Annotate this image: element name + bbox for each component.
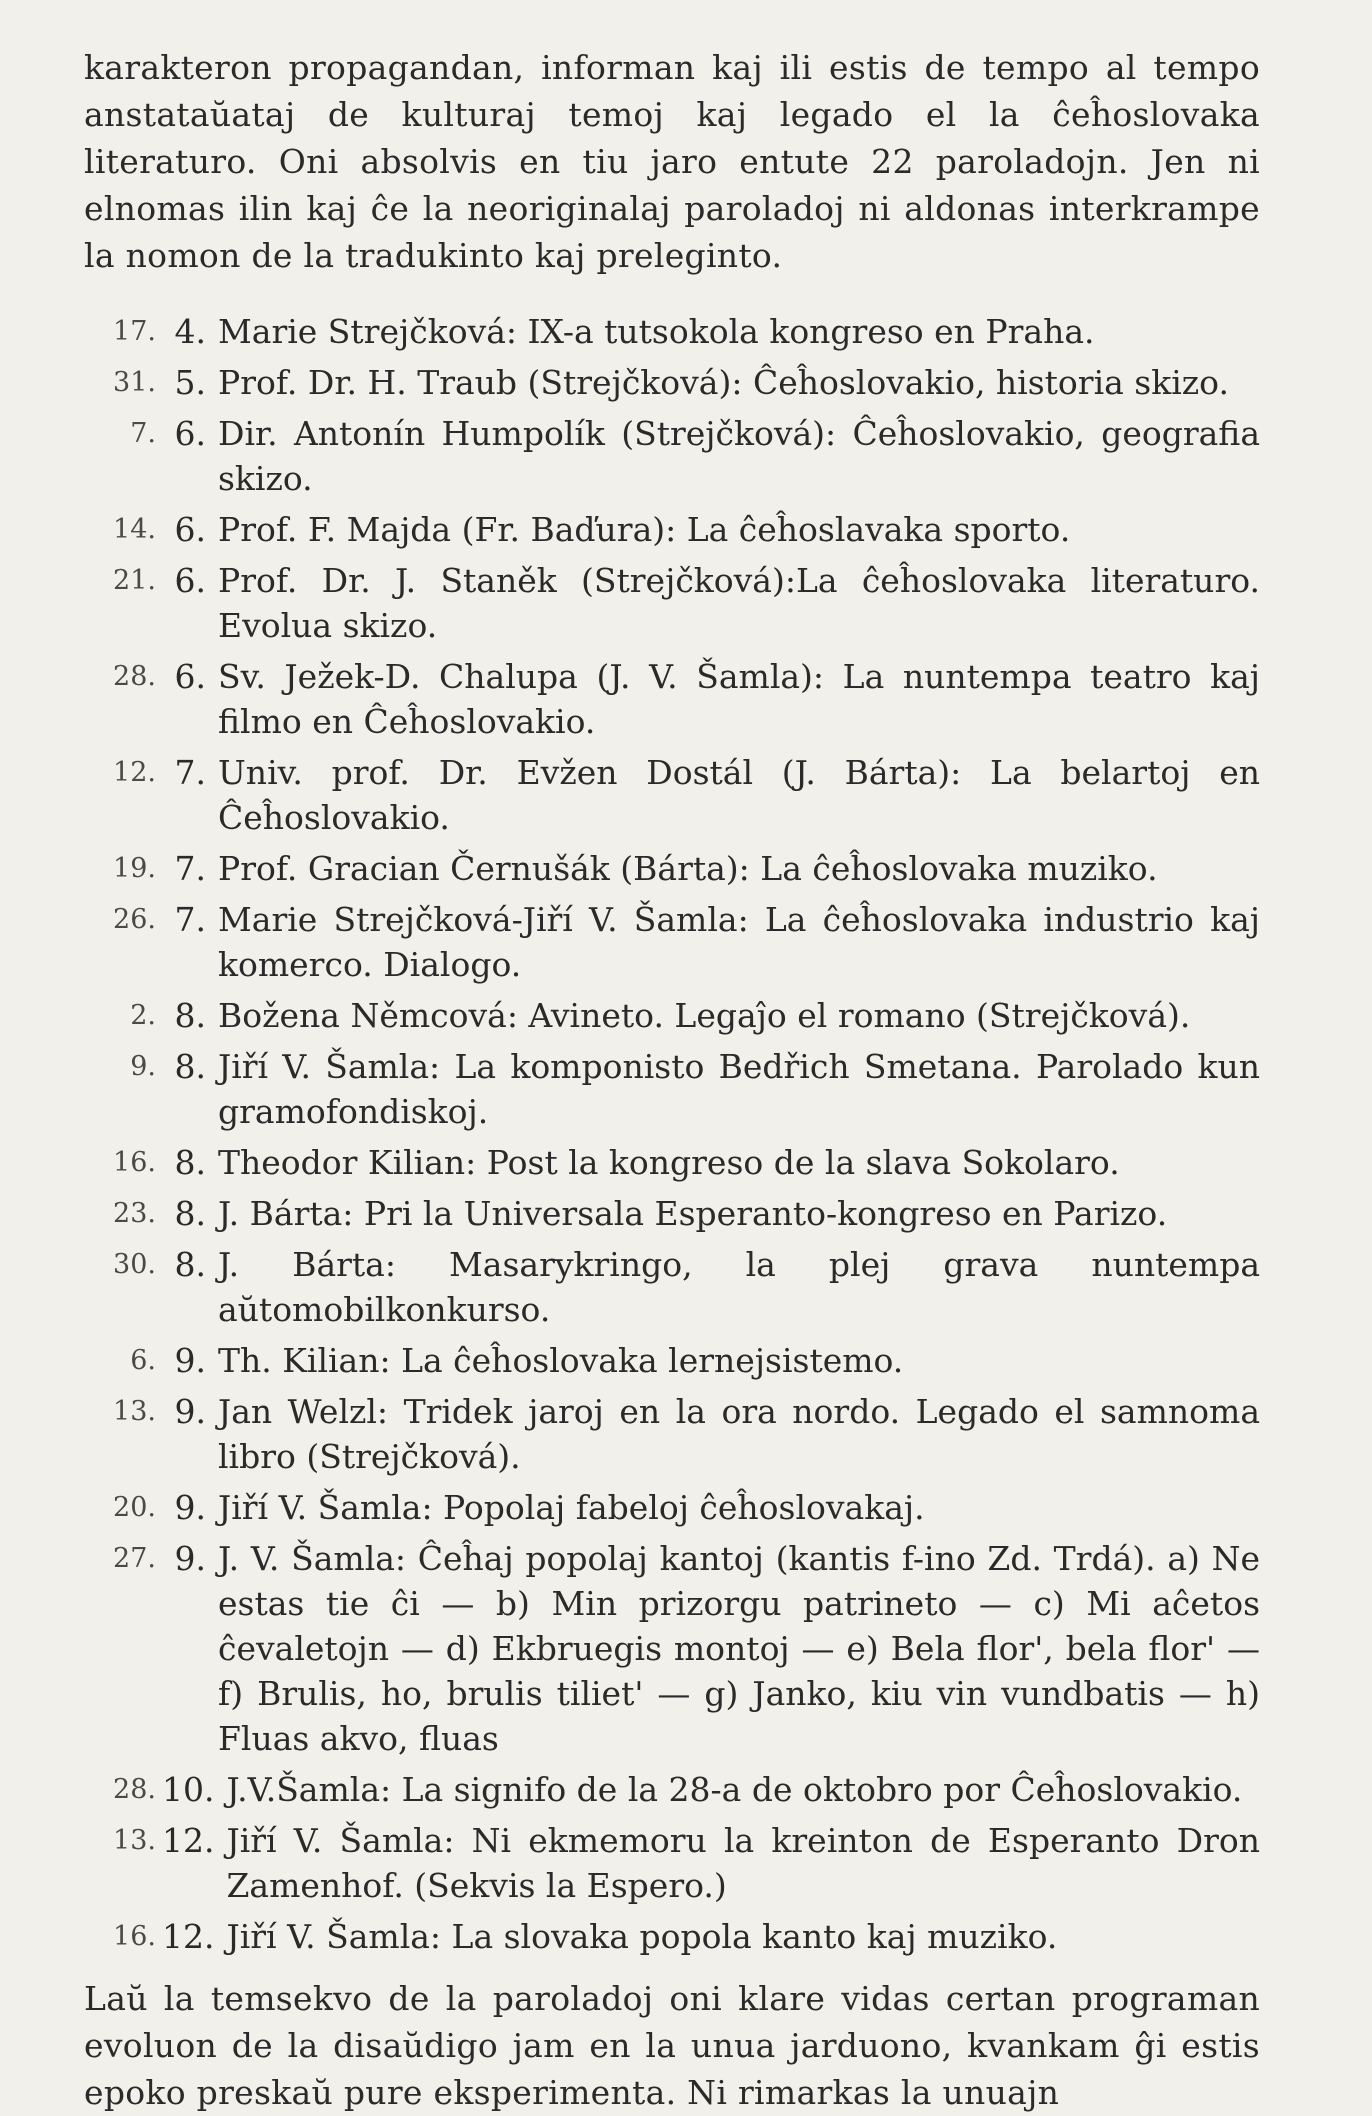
entry-day: 12. [113,757,156,788]
entry-day: 26. [113,904,156,935]
entry-day: 23. [113,1198,156,1229]
list-item [84,1536,1260,1761]
entry-month: 9. [174,1488,206,1527]
entry-month: 12. [162,1821,215,1860]
entry-month: 8. [174,1194,206,1233]
entry-month: 10. [162,1770,215,1809]
list-item [84,846,1260,891]
entry-month: 12. [162,1917,215,1956]
list-item [84,507,1260,552]
entry-month: 4. [174,312,206,351]
entry-month: 6. [174,510,206,549]
list-item [84,654,1260,744]
book-page [84,44,1260,2116]
entry-day: 19. [113,853,156,884]
list-item [84,558,1260,648]
entry-text: Prof. Dr. H. Traub (Strejčková): Ĉeĥoslovakio, historia skizo. [218,363,1229,402]
entry-text: J. Bárta: Pri la Universala Esperanto-kongreso en Parizo. [218,1194,1168,1233]
entry-day: 7. [130,418,156,449]
list-item [84,360,1260,405]
entry-day: 16. [113,1921,156,1952]
entry-month: 7. [174,900,206,939]
list-item [84,897,1260,987]
entry-month: 5. [174,363,206,402]
list-item [84,1767,1260,1812]
entry-text: J.V.Šamla: La signifo de la 28-a de oktobro por Ĉeĥoslovakio. [226,1770,1243,1809]
entry-text: Jan Welzl: Tridek jaroj en la ora nordo. Legado el samnoma libro (Strejčková). [218,1392,1260,1476]
entry-month: 8. [174,1047,206,1086]
entry-day: 13. [113,1825,156,1856]
entry-month: 8. [174,996,206,1035]
entry-day: 14. [113,514,156,545]
list-item [84,993,1260,1038]
entry-text: Marie Strejčková: IX-a tutsokola kongreso en Praha. [218,312,1095,351]
list-item [84,1389,1260,1479]
entry-text: Univ. prof. Dr. Evžen Dostál (J. Bárta): La belartoj en Ĉeĥoslovakio. [218,753,1260,837]
list-item [84,750,1260,840]
entry-day: 17. [113,316,156,347]
list-item [84,1191,1260,1236]
entry-text: Th. Kilian: La ĉeĥoslovaka lernejsistemo. [218,1341,904,1380]
entry-text: Božena Němcová: Avineto. Legaĵo el romano (Strejčková). [218,996,1191,1035]
list-item [84,1242,1260,1332]
entry-day: 27. [113,1543,156,1574]
list-item [84,309,1260,354]
entry-text: J. Bárta: Masarykringo, la plej grava nuntempa aŭtomobilkonkurso. [218,1245,1260,1329]
entry-text: Theodor Kilian: Post la kongreso de la slava Sokolaro. [218,1143,1120,1182]
entry-month: 6. [174,561,206,600]
entry-text: Jiří V. Šamla: Popolaj fabeloj ĉeĥoslovakaj. [218,1488,925,1527]
entry-day: 20. [113,1492,156,1523]
entry-text: J. V. Šamla: Ĉeĥaj popolaj kantoj (kantis f-ino Zd. Trdá). a) Ne estas tie ĉi — b) Min prizorgu patrineto — c) Mi aĉetos ĉevaletojn — d) Ekbruegis montoj — e) Bela flor', bela flor' — f) Brulis, ho, brulis tiliet' — g) Janko, kiu vin vundbatis — h) Fluas akvo, fluas [218,1539,1260,1758]
list-item [84,1818,1260,1908]
entry-day: 6. [130,1345,156,1376]
entry-day: 2. [130,1000,156,1031]
entry-month: 9. [174,1341,206,1380]
entry-text: Jiří V. Šamla: Ni ekmemoru la kreinton de Esperanto Dron Zamenhof. (Sekvis la Espero.) [226,1821,1260,1905]
list-item [84,411,1260,501]
entry-month: 9. [174,1392,206,1431]
lecture-list [84,309,1260,1959]
entry-month: 8. [174,1143,206,1182]
entry-text: Marie Strejčková-Jiří V. Šamla: La ĉeĥoslovaka industrio kaj komerco. Dialogo. [218,900,1260,984]
list-item [84,1140,1260,1185]
entry-month: 9. [174,1539,206,1578]
entry-text: Sv. Ježek-D. Chalupa (J. V. Šamla): La nuntempa teatro kaj filmo en Ĉeĥoslovakio. [218,657,1260,741]
entry-day: 9. [130,1051,156,1082]
entry-day: 13. [113,1396,156,1427]
list-item [84,1914,1260,1959]
entry-text: Jiří V. Šamla: La komponisto Bedřich Smetana. Parolado kun gramofondiskoj. [218,1047,1260,1131]
list-item [84,1044,1260,1134]
entry-month: 6. [174,657,206,696]
entry-text: Prof. Gracian Černušák (Bárta): La ĉeĥoslovaka muziko. [218,849,1158,888]
entry-text: Dir. Antonín Humpolík (Strejčková): Ĉeĥoslovakio, geografia skizo. [218,414,1260,498]
entry-day: 21. [113,565,156,596]
entry-text: Jiří V. Šamla: La slovaka popola kanto kaj muziko. [226,1917,1058,1956]
entry-month: 7. [174,849,206,888]
list-item [84,1338,1260,1383]
entry-month: 8. [174,1245,206,1284]
entry-day: 31. [113,367,156,398]
entry-month: 6. [174,414,206,453]
entry-day: 28. [113,661,156,692]
intro-paragraph: karakteron propagandan, informan kaj ili estis de tempo al tempo anstataŭataj de kulturaj temoj kaj legado el la ĉeĥoslovaka literaturo. Oni absolvis en tiu jaro entute 22 paroladojn. Jen ni elnomas ilin kaj ĉe la neoriginalaj paroladoj ni aldonas interkrampe la nomon de la tradukinto kaj preleginto. [84,48,1260,275]
list-item [84,1485,1260,1530]
entry-text: Prof. Dr. J. Staněk (Strejčková):La ĉeĥoslovaka literaturo. Evolua skizo. [218,561,1260,645]
closing-paragraph: Laŭ la temsekvo de la paroladoj oni klare vidas certan programan evoluon de la disaŭdigo jam en la unua jarduono, kvankam ĝi estis epoko preskaŭ pure eksperimenta. Ni rimarkas la unuajn [84,1979,1260,2112]
entry-day: 30. [113,1249,156,1280]
entry-day: 16. [113,1147,156,1178]
entry-day: 28. [113,1774,156,1805]
entry-text: Prof. F. Majda (Fr. Baďura): La ĉeĥoslavaka sporto. [218,510,1071,549]
entry-month: 7. [174,753,206,792]
